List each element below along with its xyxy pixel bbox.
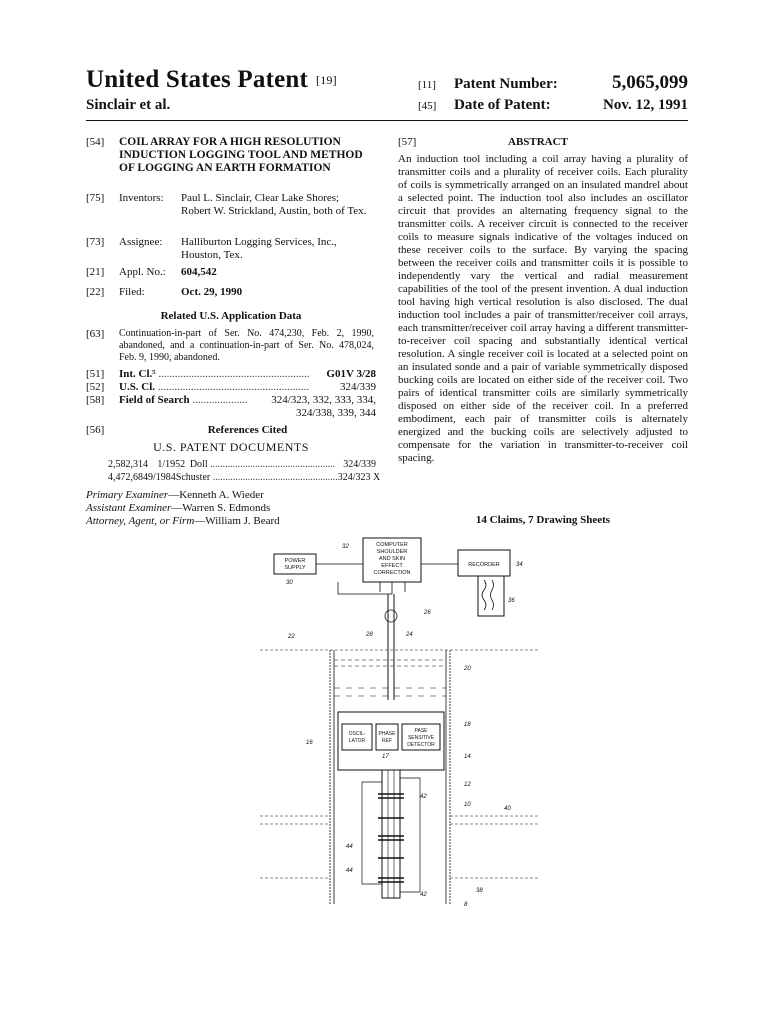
phase-ref-box [376,724,398,750]
ref-numeral: 17 [382,754,389,760]
assignee-section [86,236,376,262]
ref-numeral: 20 [464,666,471,672]
uscl-label: U.S. Cl. [119,381,156,393]
inventor-2: Robert W. Strickland, Austin, both of Tex. [181,205,367,217]
assignee: Halliburton Logging Services, Inc., Houston, Tex. [181,236,337,261]
ref-class: 324/339 [343,459,376,470]
field-value-1: 324/323, 332, 333, 334, [271,394,376,406]
recorder-trace [482,580,486,610]
ref-numeral: 26 [424,610,431,616]
primary-examiner-label: Primary Examiner [86,489,169,501]
ref-name: Schuster [175,472,211,483]
patent-number-ref: [11] [418,79,436,91]
ref-numeral: 24 [406,632,413,638]
us-docs-heading: U.S. PATENT DOCUMENTS [153,440,309,454]
primary-examiner: Kenneth A. Wieder [179,489,264,501]
power-label-1: POWER [284,558,306,564]
uscl-value: 324/339 [339,381,376,393]
patent-number: 5,065,099 [612,72,688,93]
power-label-2: SUPPLY [284,565,306,571]
patent-number-label: Patent Number: [454,76,558,92]
oscillator-label-2: LATOR [348,738,366,744]
title-section [86,136,376,175]
abstract-section [398,136,688,465]
recorder-trace [491,580,494,610]
ref-numeral: 32 [342,544,349,550]
recorder-label: RECORDER [468,562,500,568]
coil-wiring [362,778,420,892]
classification-section: [51] Int. Cl.⁵ ....................................................... G01V 3/28 [52] U.S. Cl. ....................................................... 324/339 [58] Field of Search .................... 324/323, 332, 333, 334, 324/338, 339, 344 [86,368,376,419]
date-label: Date of Patent: [454,97,551,113]
filed-section [86,286,376,299]
fluid-dashes [334,688,446,696]
ref-numeral: 8 [464,902,468,908]
sheave-wheel [385,610,397,622]
filed-label: Filed: [119,286,145,298]
related-code: [63] [86,328,105,340]
computer-label-3: AND SKIN [379,556,405,562]
abstract-code: [57] [398,136,417,148]
ref-numeral: 30 [286,580,293,586]
invention-title: COIL ARRAY FOR A HIGH RESOLUTION INDUCTION LOGGING TOOL AND METHOD OF LOGGING AN EARTH FORMATION [119,136,363,174]
field-code: [58] [86,394,105,406]
mandrel-core [388,770,394,898]
date-ref: [45] [418,100,437,112]
coil-mandrel [382,770,400,898]
appl-section [86,266,376,279]
ref-numeral: 12 [464,782,471,788]
ref-date: 1/1952 [157,459,186,470]
field-value-2: 324/338, 339, 344 [295,407,376,419]
ref-numeral: 10 [464,802,471,808]
examiners-section: Primary Examiner—Kenneth A. Wieder Assistant Examiner—Warren S. Edmonds Attorney, Agent, or Firm—William J. Beard [86,489,280,527]
patent-date: Nov. 12, 1991 [602,97,688,113]
reference-row: 2,582,314 1/1952 Doll .................................................. 324/339 [108,459,376,470]
filed-code: [22] [86,286,105,298]
inventors-code: [75] [86,192,105,204]
fluid-level [334,660,446,666]
field-label: Field of Search [119,394,190,406]
inventors-section [86,192,376,218]
ref-class: 324/323 X [337,472,381,483]
ref-numeral: 18 [464,722,471,728]
patent-number-row [418,72,688,93]
document-title [86,66,337,94]
detector-label-3: DETECTOR [407,742,435,748]
computer-label-2: SHOULDER [376,549,408,555]
ref-numeral: 36 [508,598,515,604]
phase-label-2: REF [382,738,392,744]
refs-heading: References Cited [207,424,288,436]
references-section [86,424,381,484]
attorney: William J. Beard [205,515,280,527]
intcl-code: [51] [86,368,105,380]
appl-code: [21] [86,266,105,278]
intcl-value: G01V 3/28 [326,368,376,380]
ref-number: 4,472,684 [108,472,148,483]
ref-numeral: 44 [346,868,353,874]
power-supply-box [274,554,316,574]
assistant-examiner-label: Assistant Examiner [86,502,172,514]
computer-label-1: COMPUTER [376,542,408,548]
title-text: United States Patent [86,66,309,93]
date-row [418,97,688,114]
ref-numeral: 44 [346,844,353,850]
reference-row: 4,472,684 9/1984 Schuster .................................................. 324/323 X [108,472,381,483]
oscillator-label-1: OSCIL- [348,731,366,737]
filed-date: Oct. 29, 1990 [181,286,243,298]
appl-number: 604,542 [181,266,217,278]
detector-label-2: SENSITIVE [407,735,435,741]
ref-numeral: 16 [306,740,313,746]
computer-label-5: CORRECTION [373,570,411,576]
assignee-code: [73] [86,236,105,248]
related-section [86,328,376,364]
ref-number: 2,582,314 [108,459,148,470]
computer-label-4: EFFECT [381,563,403,569]
phase-label-1: PHASE [378,731,396,737]
abstract-text: An induction tool including a coil array having a plurality of transmitter coils and a plurality of receiver coils. Each plurality of coils is symmetrically arranged on an insulated mandrel about a selected point. The induction tool also includes an oscillator circuit that provides an alternating frequency signal to the transmitter coils. A receiver circuit is connected to the receiver coils to measure signals indicative of the voltages induced on these receiver coils to the surface. By varying the spacing between the receiver coils and transmitter coils it is possible to independently vary the vertical and radial measurement capabilities of the tool of the present invention. A dual induction tool having high vertical resolution is also disclosed. The dual induction tool includes a pair of transmitter/receiver coil arrays, each transmitter/receiver coil array having a different transmitter-to-receiver coil spacing and substantially identical vertical resolution. A single receiver coil is located at a selected point on an insulated sonde and a pair of variable symmetrically disposed bucking coils are located on either side of the receiver coil. Two pairs of identical transmitter coils are similarly symmetrically disposed on either side of the receiver coil. In a preferred embodiment, each pair of transmitter coils is alternately energized and the bucking coils are selectively adjusted to compensate for the variation in transmitter-to-receiver coil spacing. [398,153,688,464]
title-code: [54] [86,136,105,148]
refs-code: [56] [86,424,105,436]
claims-summary: 14 Claims, 7 Drawing Sheets [475,514,611,526]
ref-numeral: 14 [464,754,471,760]
ref-numeral: 42 [420,892,427,898]
inventor-1: Paul L. Sinclair, Clear Lake Shores; [181,192,340,204]
ref-numeral: 38 [476,888,483,894]
ref-numeral: 34 [516,562,523,568]
ref-numeral: 22 [288,634,295,640]
inventors-label: Inventors: [119,192,164,204]
appl-label: Appl. No.: [119,266,166,278]
ref-numeral: 40 [504,806,511,812]
oscillator-box [342,724,372,750]
inventors-short: Sinclair et al. [86,97,171,113]
ref-date: 9/1984 [148,472,176,483]
assistant-examiner: Warren S. Edmonds [182,502,271,514]
intcl-label: Int. Cl.⁵ [119,368,156,380]
patent-drawing [250,532,550,912]
uscl-code: [52] [86,381,105,393]
assignee-label: Assignee: [119,236,163,248]
ref-name: Doll [189,459,208,470]
related-text: Continuation-in-part of Ser. No. 474,230, Feb. 2, 1990, abandoned, and a continuation-in-part of Ser. No. 478,024, Feb. 9, 1990, abandoned. [119,328,374,363]
detector-label-1: PASE [414,728,428,734]
attorney-label: Attorney, Agent, or Firm [86,515,195,527]
ref-numeral: 42 [420,794,427,800]
ref-numeral: 28 [366,632,373,638]
header-rule [86,120,688,121]
related-heading: Related U.S. Application Data [160,310,302,322]
abstract-heading: ABSTRACT [508,136,568,148]
title-ref: [19] [316,73,337,87]
